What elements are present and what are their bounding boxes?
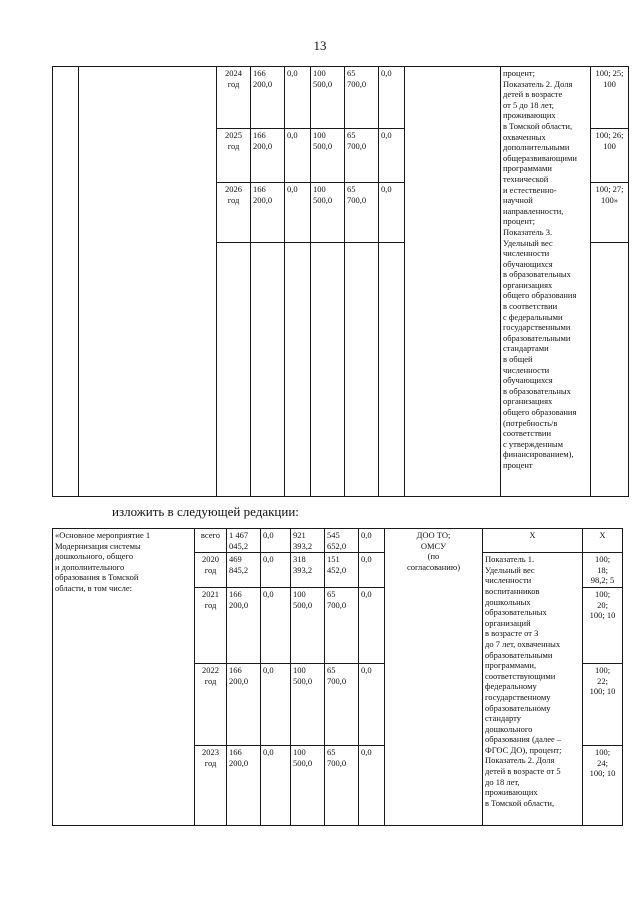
blank-cell: [79, 67, 217, 497]
indicator-cell: Показатель 1. Удельный вес численности воспитанников дошкольных образовательных организаций в возрасте от 3 до 7 лет, охваченных образовательными программами, соответствующими федеральному государственному образовательному стандарту дошкольного образования (далее – ФГОС ДО), процент; Показатель 2. Доля детей в возрасте от 5 до 18 лет, проживающих в Томской области,: [483, 553, 583, 826]
amount-cell: 0,0: [285, 183, 311, 243]
amount-cell: 318 393,2: [291, 553, 325, 588]
year-cell: 2022 год: [195, 663, 227, 745]
total-cell: 166 200,0: [251, 67, 285, 129]
value-cell: 100; 24; 100; 10: [583, 745, 623, 825]
amount-cell: 545 652,0: [325, 529, 359, 553]
blank-cell: [405, 67, 501, 497]
amount-cell: 100 500,0: [291, 587, 325, 663]
year-cell: 2023 год: [195, 745, 227, 825]
amount-cell: 0,0: [261, 587, 291, 663]
value-cell: 100; 25; 100: [591, 67, 629, 129]
amount-cell: 0,0: [359, 529, 385, 553]
value-cell: 100; 22; 100; 10: [583, 663, 623, 745]
amount-cell: 0,0: [379, 129, 405, 183]
amount-cell: 0,0: [359, 663, 385, 745]
total-cell: 469 845,2: [227, 553, 261, 588]
amount-cell: 65 700,0: [325, 745, 359, 825]
year-cell: 2021 год: [195, 587, 227, 663]
amount-cell: 100 500,0: [311, 183, 345, 243]
total-cell: 166 200,0: [251, 183, 285, 243]
amount-cell: 100 500,0: [291, 745, 325, 825]
amount-cell: 0,0: [261, 529, 291, 553]
value-cell: 100; 26; 100: [591, 129, 629, 183]
amount-cell: 0,0: [359, 553, 385, 588]
total-cell: 166 200,0: [227, 663, 261, 745]
indicator-cell: процент; Показатель 2. Доля детей в возрасте от 5 до 18 лет, проживающих в Томской области, охваченных дополнительными общеразвивающими программами технической и естественно- научной направленности, процент; Показатель 3. Удельный вес численности обучающихся в образовательных организациях общего образования в соответствии с федеральными государственными образовательными стандартами в общей численности обучающихся в образовательных организациях общего образования (потребность/в соответствии с утвержденным финансированием), процент: [501, 67, 591, 497]
year-cell: 2026 год: [217, 183, 251, 243]
amount-cell: 100 500,0: [311, 129, 345, 183]
amount-cell: 0,0: [261, 663, 291, 745]
amount-cell: 0,0: [285, 129, 311, 183]
continuation-table: [52, 66, 629, 497]
amount-cell: 921 393,2: [291, 529, 325, 553]
amount-cell: 65 700,0: [325, 587, 359, 663]
amount-cell: 0,0: [261, 553, 291, 588]
executor-cell: ДОО ТО; ОМСУ (по согласованию): [385, 529, 483, 826]
year-cell: 2024 год: [217, 67, 251, 129]
value-cell: X: [583, 529, 623, 553]
value-cell: 100; 20; 100; 10: [583, 587, 623, 663]
value-cell: 100; 27; 100»: [591, 183, 629, 243]
blank-cell: [53, 67, 79, 497]
page-number: 13: [313, 38, 327, 53]
measure-name-cell: «Основное мероприятие 1 Модернизация системы дошкольного, общего и дополнительного образования в Томской области, в том числе:: [53, 529, 195, 826]
indicator-cell: X: [483, 529, 583, 553]
amount-cell: 100 500,0: [291, 663, 325, 745]
amount-cell: 0,0: [285, 67, 311, 129]
new-wording-table: [52, 528, 623, 826]
year-cell: всего: [195, 529, 227, 553]
amount-cell: 0,0: [379, 183, 405, 243]
amount-cell: 0,0: [359, 745, 385, 825]
value-cell: 100; 18; 98,2; 5: [583, 553, 623, 588]
amount-cell: 65 700,0: [345, 183, 379, 243]
amount-cell: 0,0: [359, 587, 385, 663]
year-cell: 2025 год: [217, 129, 251, 183]
total-cell: 1 467 045,2: [227, 529, 261, 553]
amount-cell: 0,0: [379, 67, 405, 129]
amount-cell: 65 700,0: [345, 129, 379, 183]
section-heading: изложить в следующей редакции:: [112, 504, 299, 519]
total-cell: 166 200,0: [227, 745, 261, 825]
amount-cell: 65 700,0: [345, 67, 379, 129]
table-row: [53, 529, 623, 553]
year-cell: 2020 год: [195, 553, 227, 588]
amount-cell: 0,0: [261, 745, 291, 825]
total-cell: 166 200,0: [251, 129, 285, 183]
amount-cell: 65 700,0: [325, 663, 359, 745]
table-row: [53, 67, 629, 129]
total-cell: 166 200,0: [227, 587, 261, 663]
amount-cell: 100 500,0: [311, 67, 345, 129]
amount-cell: 151 452,0: [325, 553, 359, 588]
